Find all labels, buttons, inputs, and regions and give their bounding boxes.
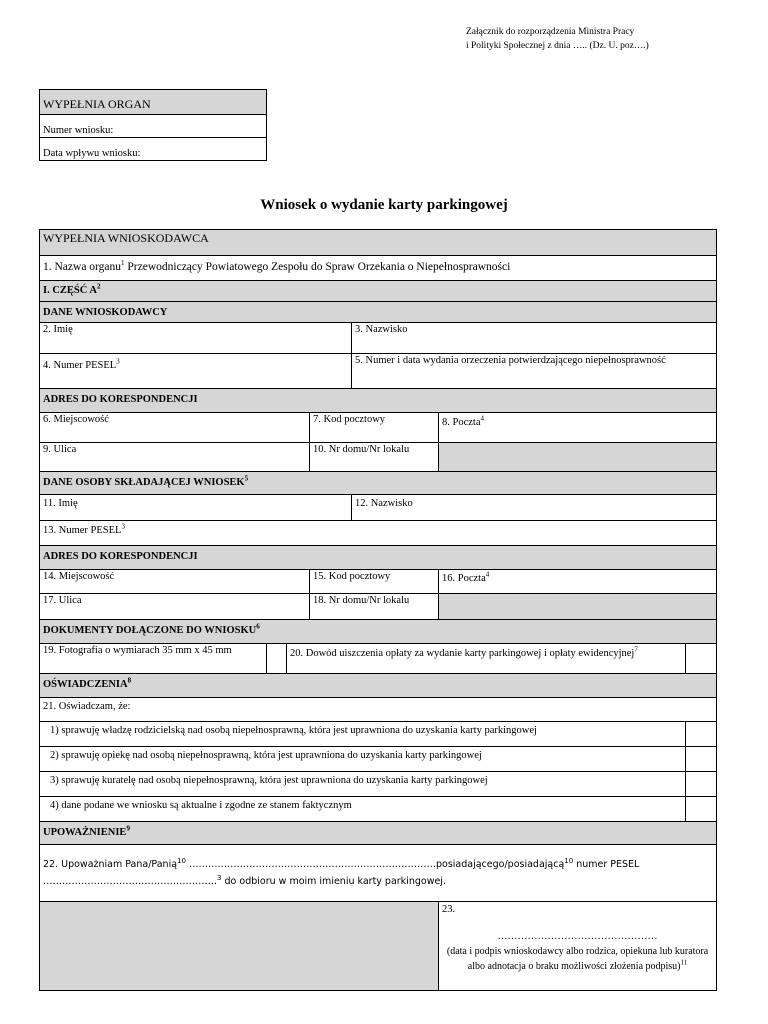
post-office-sup-1: 4 bbox=[480, 414, 484, 423]
authorization-part1: 22. Upoważniam Pana/Panią bbox=[43, 859, 178, 870]
submitter-pesel-sup: 3 bbox=[121, 522, 125, 531]
post-office-sup-2: 4 bbox=[485, 570, 490, 579]
signature-dots: ………………………………………… bbox=[497, 931, 658, 942]
disability-certificate-field[interactable] bbox=[352, 354, 717, 389]
organ-box-title: WYPEŁNIA ORGAN bbox=[40, 90, 267, 115]
statement-item: 2) sprawuję opiekę nad osobą niepełnosprawną, która jest uprawniona do uzyskania karty parkingowej bbox=[40, 747, 686, 772]
applicant-data-header: DANE WNIOSKODAWCY bbox=[40, 302, 717, 323]
organ-name-value: Przewodniczący Powiatowego Zespołu do Spraw Orzekania o Niepełnosprawności bbox=[127, 261, 511, 273]
organ-name-sup: 1 bbox=[121, 259, 125, 268]
submitter-last-name-label: 12. Nazwisko bbox=[355, 498, 413, 509]
part-a-label: I. CZĘŚĆ A bbox=[43, 285, 97, 296]
authorization-text bbox=[40, 845, 717, 902]
applicant-header: WYPEŁNIA WNIOSKODAWCA bbox=[40, 230, 717, 256]
statement-item: 3) sprawuję kuratelę nad osobą niepełnosprawną, która jest uprawniona do uzyskania karty parkingowej bbox=[40, 772, 686, 797]
statement-checkbox-3[interactable] bbox=[686, 772, 717, 797]
post-office-label-2: 16. Poczta bbox=[442, 573, 486, 584]
authorization-part2: posiadającego/posiadającą bbox=[435, 859, 565, 870]
address-header-2: ADRES DO KORESPONDENCJI bbox=[40, 546, 717, 570]
submitter-first-name-label: 11. Imię bbox=[43, 498, 78, 509]
submitter-header-sup: 5 bbox=[244, 474, 249, 483]
organ-box bbox=[39, 89, 267, 161]
statements-intro: 21. Oświadczam, że: bbox=[40, 698, 717, 722]
last-name-field[interactable] bbox=[352, 323, 717, 354]
house-number-label-1: 10. Nr domu/Nr lokalu bbox=[313, 444, 410, 455]
address-header-1: ADRES DO KORESPONDENCJI bbox=[40, 389, 717, 413]
fee-proof-item bbox=[287, 644, 686, 674]
documents-header bbox=[40, 620, 717, 644]
statement-item: 4) dane podane we wniosku są aktualne i zgodne ze stanem faktycznym bbox=[40, 797, 686, 822]
fee-proof-sup: 7 bbox=[634, 645, 638, 654]
attachment-note bbox=[466, 25, 649, 53]
street-field-2[interactable] bbox=[40, 594, 310, 620]
authorization-part4: do odbioru w moim imieniu karty parkingowej. bbox=[221, 876, 446, 887]
application-form bbox=[39, 229, 717, 991]
organ-name-field[interactable] bbox=[40, 256, 717, 281]
fee-proof-label: 20. Dowód uiszczenia opłaty za wydanie karty parkingowej i opłaty ewidencyjnej bbox=[290, 648, 635, 659]
organ-name-label: 1. Nazwa organu bbox=[43, 261, 122, 273]
post-office-field-2[interactable] bbox=[439, 570, 717, 594]
statement-checkbox-4[interactable] bbox=[686, 797, 717, 822]
authorization-header-sup: 9 bbox=[126, 824, 130, 833]
documents-header-sup: 6 bbox=[256, 622, 260, 631]
statement-item: 1) sprawuję władzę rodzicielską nad osobą niepełnosprawną, która jest uprawniona do uzyskania karty parkingowej bbox=[40, 722, 686, 747]
house-number-field-1[interactable] bbox=[310, 443, 439, 472]
submitter-pesel-field[interactable] bbox=[40, 521, 717, 546]
receipt-date-field[interactable] bbox=[40, 138, 267, 161]
street-label-1: 9. Ulica bbox=[43, 444, 77, 455]
fee-proof-checkbox[interactable] bbox=[686, 644, 717, 674]
authorization-dots2: ………………………………………………. bbox=[43, 876, 218, 887]
authorization-sup1: 10 bbox=[177, 856, 186, 865]
authorization-sup2: 10 bbox=[564, 856, 574, 865]
postal-code-field-2[interactable] bbox=[310, 570, 439, 594]
shaded-cell bbox=[439, 594, 717, 620]
city-field-2[interactable] bbox=[40, 570, 310, 594]
signature-caption-1: (data i podpis wnioskodawcy albo rodzica, opiekuna lub kuratora bbox=[446, 946, 709, 957]
statement-checkbox-1[interactable] bbox=[686, 722, 717, 747]
statements-header bbox=[40, 674, 717, 698]
last-name-label: 3. Nazwisko bbox=[355, 324, 408, 335]
city-field-1[interactable] bbox=[40, 413, 310, 443]
submitter-header-label: DANE OSOBY SKŁADAJĄCEJ WNIOSEK bbox=[43, 477, 245, 488]
signature-caption-2-text: albo adnotacja o braku możliwości złożenia podpisu) bbox=[467, 961, 681, 972]
first-name-label: 2. Imię bbox=[43, 324, 73, 335]
submitter-header bbox=[40, 472, 717, 495]
part-a-sup: 2 bbox=[96, 282, 101, 291]
house-number-field-2[interactable] bbox=[310, 594, 439, 620]
pesel-field[interactable] bbox=[40, 354, 352, 389]
application-number-field[interactable] bbox=[40, 115, 267, 138]
street-field-1[interactable] bbox=[40, 443, 310, 472]
submitter-pesel-label: 13. Numer PESEL bbox=[43, 525, 122, 536]
authorization-header bbox=[40, 822, 717, 845]
house-number-label-2: 18. Nr domu/Nr lokalu bbox=[313, 595, 410, 606]
street-label-2: 17. Ulica bbox=[43, 595, 82, 606]
authorization-dots1: …………………………………………………………………… bbox=[185, 859, 436, 870]
receipt-date-label: Data wpływu wniosku: bbox=[43, 148, 141, 159]
city-label-2: 14. Miejscowość bbox=[43, 571, 115, 582]
photo-checkbox[interactable] bbox=[267, 644, 287, 674]
submitter-last-name-field[interactable] bbox=[352, 495, 717, 521]
shaded-cell bbox=[40, 902, 439, 991]
signature-sup: 11 bbox=[680, 958, 688, 967]
shaded-cell bbox=[439, 443, 717, 472]
submitter-first-name-field[interactable] bbox=[40, 495, 352, 521]
attachment-note-line1: Załącznik do rozporządzenia Ministra Pracy bbox=[466, 27, 635, 37]
documents-header-label: DOKUMENTY DOŁĄCZONE DO WNIOSKU bbox=[43, 625, 257, 636]
authorization-header-label: UPOWAŻNIENIE bbox=[43, 827, 127, 838]
postal-code-label-1: 7. Kod pocztowy bbox=[313, 414, 386, 425]
statements-header-label: OŚWIADCZENIA bbox=[43, 679, 128, 690]
signature-caption-2 bbox=[439, 959, 716, 974]
post-office-label-1: 8. Poczta bbox=[442, 417, 481, 428]
pesel-sup: 3 bbox=[116, 357, 120, 366]
post-office-field-1[interactable] bbox=[439, 413, 717, 443]
attachment-note-line2: i Polityki Społecznej z dnia ….. (Dz. U. poz….) bbox=[466, 41, 649, 51]
disability-certificate-label: 5. Numer i data wydania orzeczenia potwierdzającego niepełnosprawność bbox=[355, 355, 666, 366]
signature-field[interactable] bbox=[439, 902, 717, 991]
city-label-1: 6. Miejscowość bbox=[43, 414, 109, 425]
postal-code-field-1[interactable] bbox=[310, 413, 439, 443]
first-name-field[interactable] bbox=[40, 323, 352, 354]
photo-label: 19. Fotografia o wymiarach 35 mm x 45 mm bbox=[43, 645, 232, 656]
photo-item bbox=[40, 644, 267, 674]
postal-code-label-2: 15. Kod pocztowy bbox=[313, 571, 391, 582]
statements-header-sup: 8 bbox=[127, 676, 132, 685]
part-a-header bbox=[40, 281, 717, 302]
pesel-label: 4. Numer PESEL bbox=[43, 360, 117, 371]
authorization-part3: numer PESEL bbox=[573, 859, 640, 870]
application-number-label: Numer wniosku: bbox=[43, 125, 114, 136]
signature-number: 23. bbox=[442, 904, 456, 915]
authorization-sup3: 3 bbox=[217, 873, 222, 882]
form-title: Wniosek o wydanie karty parkingowej bbox=[260, 197, 508, 213]
statement-checkbox-2[interactable] bbox=[686, 747, 717, 772]
